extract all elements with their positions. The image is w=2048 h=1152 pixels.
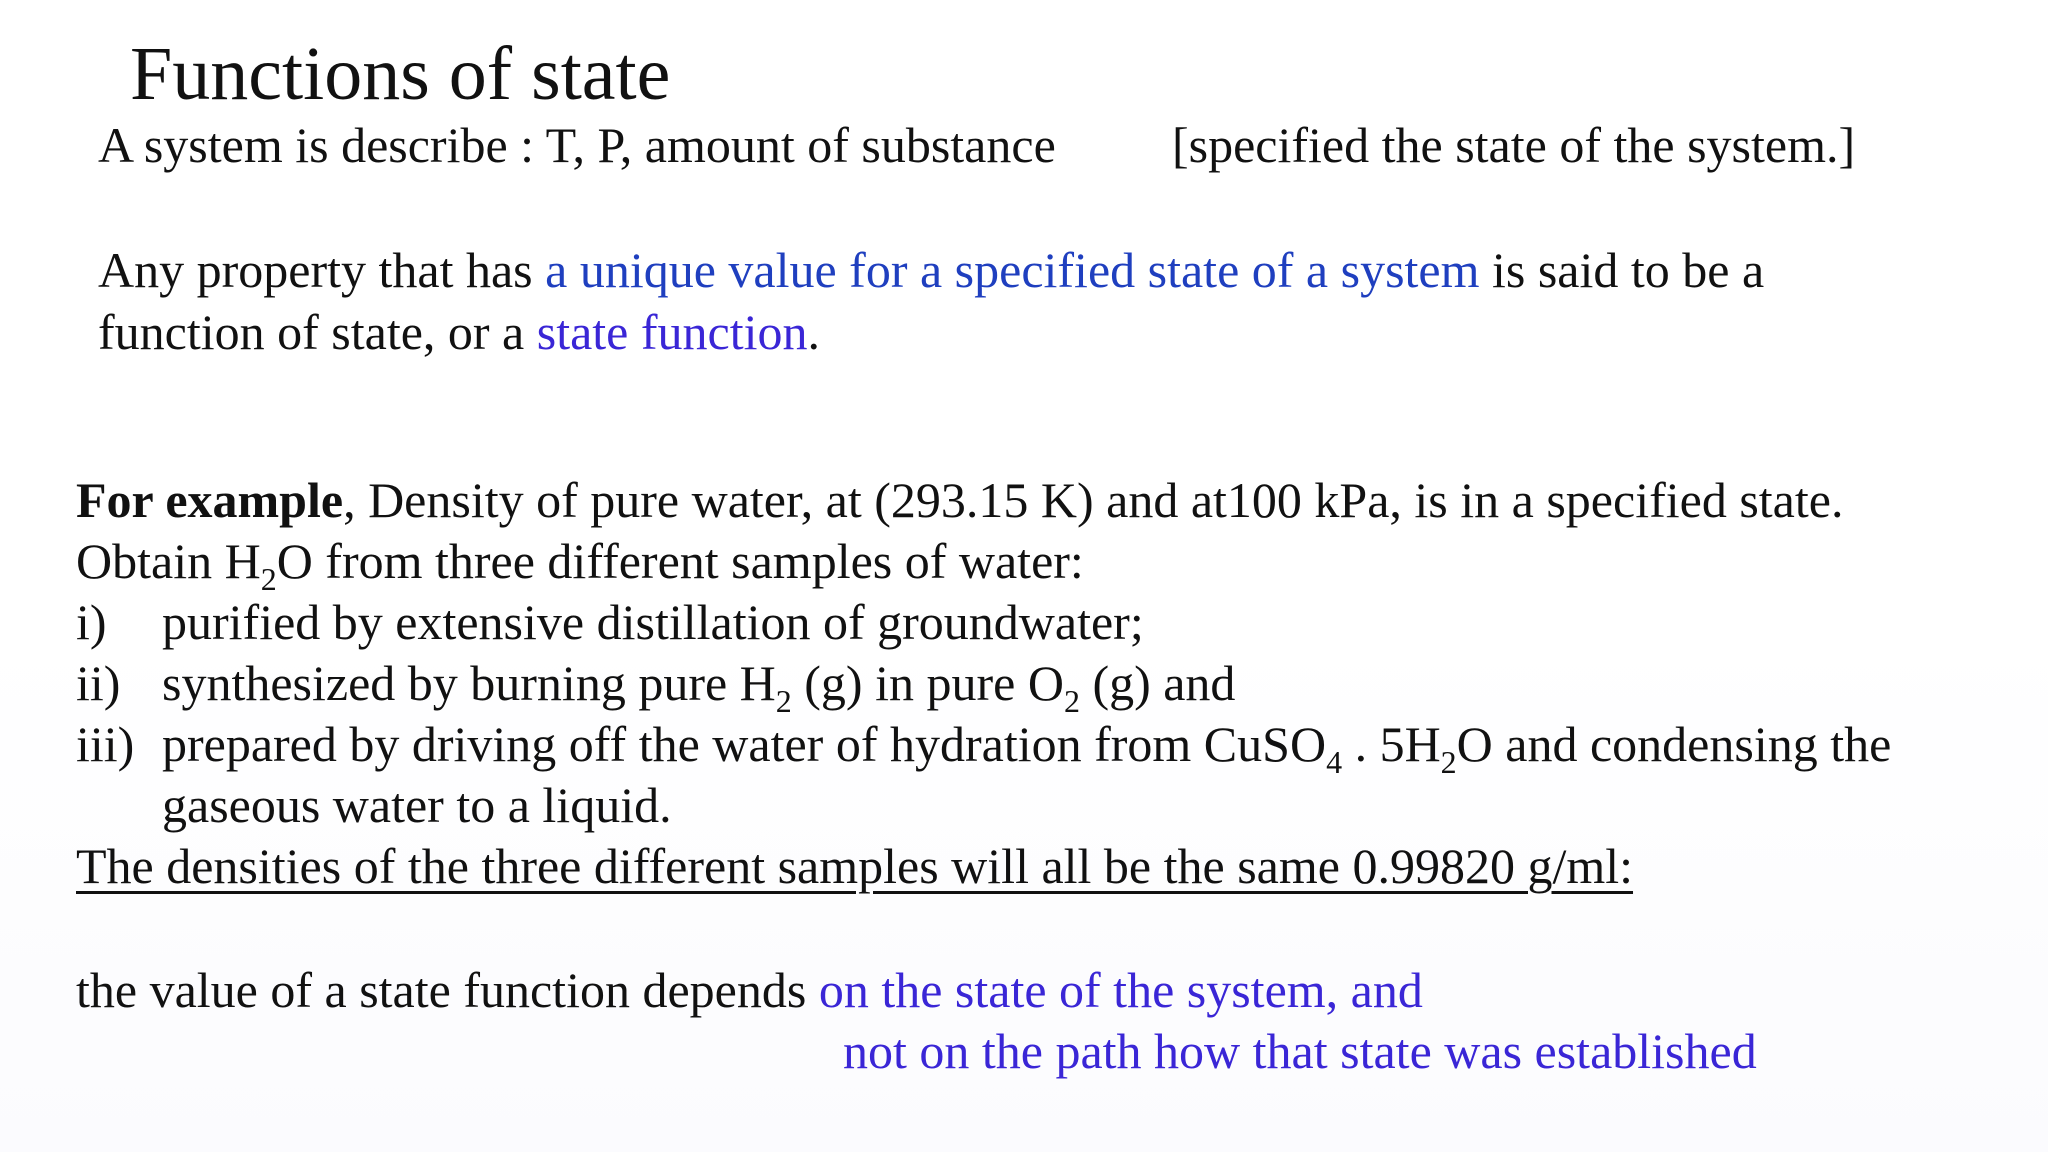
definition-text: function of state, or a bbox=[98, 304, 537, 360]
summary-highlight: on the state of the system, and bbox=[818, 962, 1423, 1018]
conclusion-text: The densities of the three different samples will all be the same 0.99820 g/ml: bbox=[76, 838, 1634, 894]
list-item-3-continuation: gaseous water to a liquid. bbox=[162, 777, 672, 833]
list-text: (g) in pure O bbox=[791, 655, 1064, 711]
subscript: 2 bbox=[1440, 744, 1457, 780]
example-obtain bbox=[76, 531, 1084, 597]
summary-text: the value of a state function depends bbox=[76, 962, 819, 1018]
definition-highlight: a unique value for a specified state of a system bbox=[545, 242, 1480, 298]
list-text: prepared by driving off the water of hydration from CuSO bbox=[162, 716, 1327, 772]
list-text: purified by extensive distillation of groundwater; bbox=[162, 594, 1144, 650]
subscript: 2 bbox=[1063, 683, 1080, 719]
subscript: 2 bbox=[775, 683, 792, 719]
summary-line-1 bbox=[76, 960, 1423, 1020]
list-item-2 bbox=[76, 653, 1236, 719]
list-item-3 bbox=[76, 714, 1892, 780]
definition-text: Any property that has bbox=[98, 242, 546, 298]
list-item-1 bbox=[76, 592, 1144, 652]
list-text: synthesized by burning pure H bbox=[162, 655, 776, 711]
list-label: i) bbox=[76, 594, 107, 650]
summary-line-2: not on the path how that state was established bbox=[843, 1023, 1757, 1079]
state-function-term: state function bbox=[536, 304, 808, 360]
slide-title: Functions of state bbox=[130, 32, 671, 116]
list-label: ii) bbox=[76, 655, 121, 711]
definition-text: is said to be a bbox=[1479, 242, 1765, 298]
definition-line-2 bbox=[98, 302, 820, 362]
subscript: 4 bbox=[1326, 744, 1343, 780]
example-label: For example bbox=[76, 472, 344, 528]
example-text: , Density of pure water, at (293.15 K) and at100 kPa, is in a specified state. bbox=[343, 472, 1844, 528]
subscript: 2 bbox=[260, 561, 277, 597]
intro-left: A system is describe : T, P, amount of substance bbox=[98, 117, 1056, 173]
example-lead bbox=[76, 470, 1843, 530]
definition-text: . bbox=[807, 304, 821, 360]
list-text: . 5H bbox=[1342, 716, 1441, 772]
list-text: (g) and bbox=[1079, 655, 1236, 711]
list-label: iii) bbox=[76, 716, 135, 772]
list-text: O and condensing the bbox=[1456, 716, 1892, 772]
obtain-text: O from three different samples of water: bbox=[276, 533, 1084, 589]
obtain-text: Obtain H bbox=[76, 533, 261, 589]
definition-line-1 bbox=[98, 240, 1764, 300]
intro-right: [specified the state of the system.] bbox=[1172, 117, 1856, 173]
